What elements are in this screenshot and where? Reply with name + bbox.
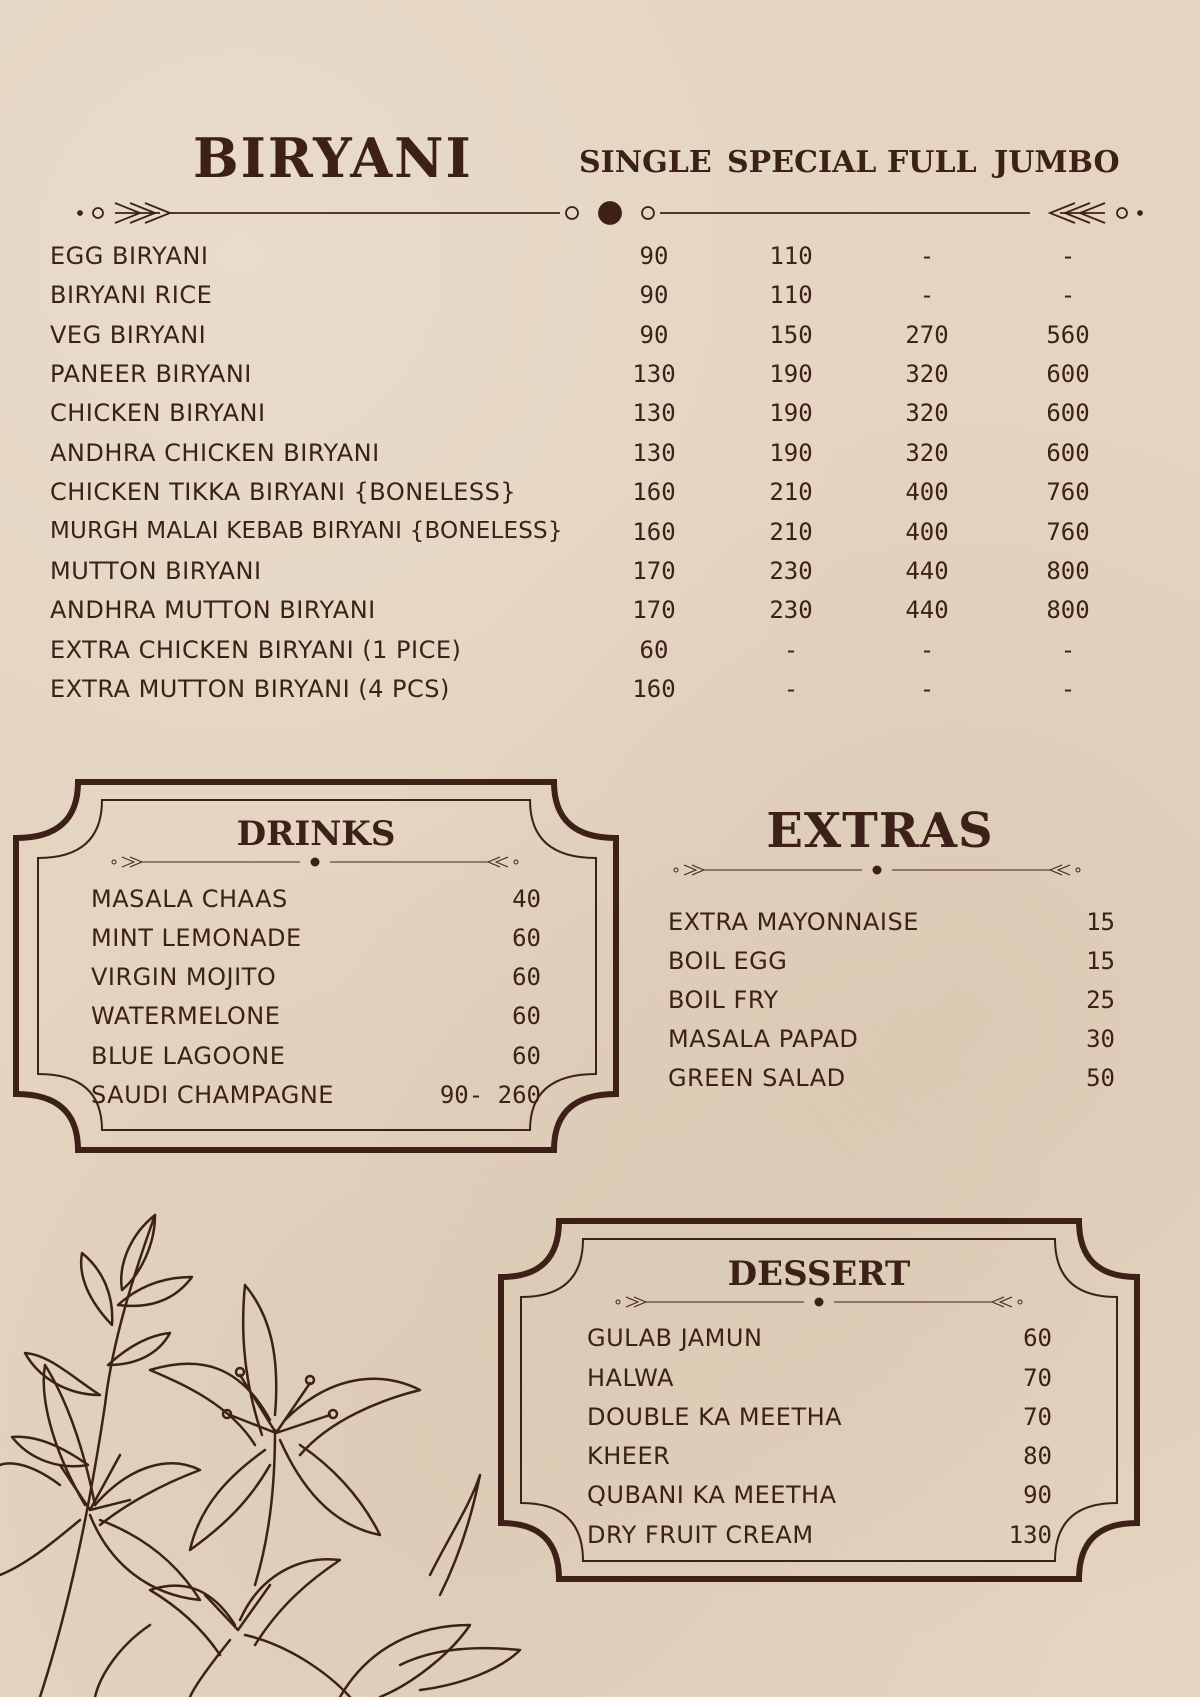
item-name: HALWA [587, 1364, 674, 1392]
price-full: 400 [905, 478, 949, 506]
biryani-title: BIRYANI [193, 126, 473, 190]
item-price: 15 [1086, 908, 1115, 936]
list-item [587, 1481, 1052, 1520]
price-full: - [919, 675, 935, 703]
item-price: 25 [1086, 986, 1115, 1014]
list-item [0, 360, 1200, 399]
list-item [587, 1324, 1052, 1363]
price-jumbo: 560 [1046, 321, 1090, 349]
drinks-divider-ornament [110, 852, 520, 872]
item-price: 30 [1086, 1025, 1115, 1053]
item-name: MURGH MALAI KEBAB BIRYANI {BONELESS} [50, 518, 563, 544]
list-item [587, 1521, 1052, 1560]
dessert-title: DESSERT [727, 1254, 911, 1294]
price-full: - [919, 242, 935, 270]
price-full: 440 [905, 596, 949, 624]
item-price: 80 [1023, 1442, 1052, 1470]
price-full: 400 [905, 518, 949, 546]
item-name: BIRYANI RICE [50, 281, 213, 309]
price-special: 210 [769, 478, 813, 506]
item-price: 90- 260 [439, 1081, 541, 1109]
biryani-divider-ornament [70, 190, 1150, 240]
price-jumbo: - [1060, 281, 1076, 309]
list-item [587, 1403, 1052, 1442]
item-price: 15 [1086, 947, 1115, 975]
item-name: CHICKEN BIRYANI [50, 399, 266, 427]
price-single: 160 [632, 675, 676, 703]
price-jumbo: - [1060, 675, 1076, 703]
price-single: 160 [632, 478, 676, 506]
item-price: 40 [512, 885, 541, 913]
list-item [668, 986, 1115, 1025]
item-price: 70 [1023, 1364, 1052, 1392]
item-name: BOIL EGG [668, 947, 788, 975]
item-price: 60 [512, 924, 541, 952]
list-item [587, 1364, 1052, 1403]
item-name: KHEER [587, 1442, 671, 1470]
price-special: 190 [769, 360, 813, 388]
list-item [91, 1042, 541, 1081]
item-name: EXTRA MUTTON BIRYANI (4 PCS) [50, 675, 450, 703]
item-name: SAUDI CHAMPAGNE [91, 1081, 334, 1109]
price-single: 130 [632, 399, 676, 427]
list-item [668, 1025, 1115, 1064]
item-name: QUBANI KA MEETHA [587, 1481, 837, 1509]
item-name: MINT LEMONADE [91, 924, 302, 952]
list-item [668, 947, 1115, 986]
item-name: ANDHRA MUTTON BIRYANI [50, 596, 376, 624]
price-full: 320 [905, 399, 949, 427]
lily-flower-illustration [0, 1205, 560, 1697]
price-special: 190 [769, 399, 813, 427]
list-item [668, 1064, 1115, 1103]
item-name: GREEN SALAD [668, 1064, 846, 1092]
price-special: 150 [769, 321, 813, 349]
list-item [91, 924, 541, 963]
item-name: WATERMELONE [91, 1002, 281, 1030]
price-full: 440 [905, 557, 949, 585]
price-special: - [783, 675, 799, 703]
price-full: - [919, 636, 935, 664]
item-price: 50 [1086, 1064, 1115, 1092]
price-single: 170 [632, 557, 676, 585]
item-price: 70 [1023, 1403, 1052, 1431]
item-name: MASALA CHAAS [91, 885, 288, 913]
item-price: 60 [512, 963, 541, 991]
price-special: 230 [769, 557, 813, 585]
extras-divider-ornament [672, 860, 1082, 880]
price-single: 90 [639, 242, 669, 270]
item-price: 60 [512, 1042, 541, 1070]
extras-title: EXTRAS [766, 803, 994, 859]
price-jumbo: - [1060, 636, 1076, 664]
item-name: BOIL FRY [668, 986, 779, 1014]
price-special: 230 [769, 596, 813, 624]
price-single: 160 [632, 518, 676, 546]
item-name: MASALA PAPAD [668, 1025, 859, 1053]
item-price: 130 [1008, 1521, 1052, 1549]
price-jumbo: 760 [1046, 478, 1090, 506]
item-price: 90 [1023, 1481, 1052, 1509]
price-special: - [783, 636, 799, 664]
price-special: 110 [769, 242, 813, 270]
price-special: 190 [769, 439, 813, 467]
list-item [0, 281, 1200, 320]
list-item [0, 518, 1200, 557]
list-item [91, 885, 541, 924]
list-item [91, 1002, 541, 1041]
item-name: GULAB JAMUN [587, 1324, 763, 1352]
price-single: 60 [639, 636, 669, 664]
price-jumbo: 800 [1046, 557, 1090, 585]
list-item [0, 321, 1200, 360]
price-jumbo: 760 [1046, 518, 1090, 546]
column-header-single: SINGLE [579, 145, 712, 180]
item-name: PANEER BIRYANI [50, 360, 252, 388]
price-jumbo: - [1060, 242, 1076, 270]
price-single: 170 [632, 596, 676, 624]
price-full: 320 [905, 360, 949, 388]
item-name: EXTRA MAYONNAISE [668, 908, 919, 936]
list-item [0, 557, 1200, 596]
item-name: MUTTON BIRYANI [50, 557, 262, 585]
list-item [668, 908, 1115, 947]
list-item [587, 1442, 1052, 1481]
list-item [0, 478, 1200, 517]
price-jumbo: 600 [1046, 399, 1090, 427]
item-name: EGG BIRYANI [50, 242, 209, 270]
price-jumbo: 600 [1046, 360, 1090, 388]
item-name: ANDHRA CHICKEN BIRYANI [50, 439, 380, 467]
price-special: 110 [769, 281, 813, 309]
list-item [0, 242, 1200, 281]
column-header-special: SPECIAL [727, 145, 877, 180]
column-header-full: FULL [887, 145, 977, 180]
price-single: 90 [639, 281, 669, 309]
list-item [0, 675, 1200, 714]
price-full: 270 [905, 321, 949, 349]
price-jumbo: 800 [1046, 596, 1090, 624]
item-price: 60 [512, 1002, 541, 1030]
item-name: VEG BIRYANI [50, 321, 207, 349]
item-name: DOUBLE KA MEETHA [587, 1403, 843, 1431]
list-item [0, 399, 1200, 438]
price-jumbo: 600 [1046, 439, 1090, 467]
price-single: 130 [632, 360, 676, 388]
drinks-title: DRINKS [236, 814, 396, 854]
price-full: 320 [905, 439, 949, 467]
item-price: 60 [1023, 1324, 1052, 1352]
item-name: DRY FRUIT CREAM [587, 1521, 814, 1549]
price-full: - [919, 281, 935, 309]
item-name: BLUE LAGOONE [91, 1042, 286, 1070]
list-item [0, 439, 1200, 478]
item-name: CHICKEN TIKKA BIRYANI {BONELESS} [50, 478, 517, 506]
item-name: EXTRA CHICKEN BIRYANI (1 PICE) [50, 636, 462, 664]
dessert-divider-ornament [614, 1292, 1024, 1312]
price-single: 130 [632, 439, 676, 467]
item-name: VIRGIN MOJITO [91, 963, 277, 991]
list-item [91, 963, 541, 1002]
price-single: 90 [639, 321, 669, 349]
price-special: 210 [769, 518, 813, 546]
list-item [0, 596, 1200, 635]
column-header-jumbo: JUMBO [994, 145, 1120, 180]
list-item [91, 1081, 541, 1120]
list-item [0, 636, 1200, 675]
